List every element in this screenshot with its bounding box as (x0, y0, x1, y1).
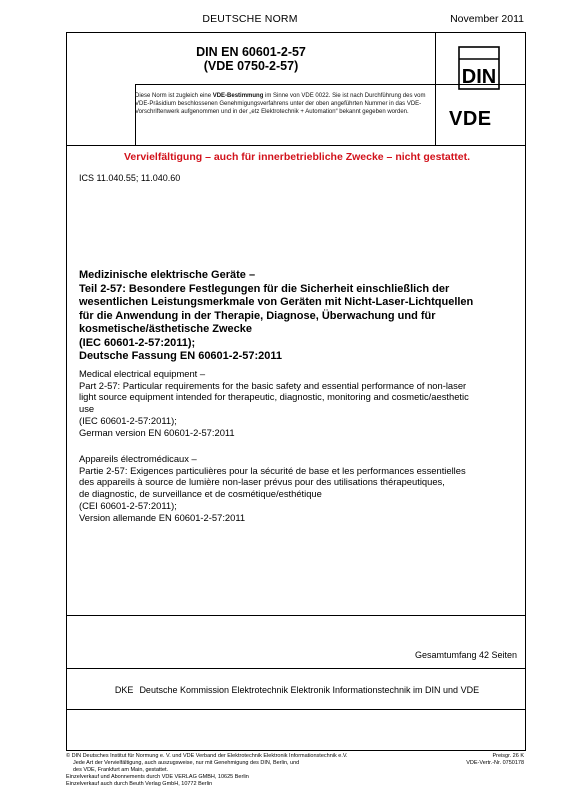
title-german-line: Teil 2-57: Besondere Festlegungen für die Sicherheit einschließlich der (79, 282, 450, 295)
title-german-line: (IEC 60601-2-57:2011); (79, 336, 196, 349)
header-bottom-divider (67, 145, 525, 146)
title-english (79, 368, 519, 438)
title-english-line: Part 2-57: Particular requirements for the basic safety and essential performance of non-laser (79, 379, 467, 391)
dke-line (67, 685, 527, 695)
reproduction-notice: Vervielfältigung – auch für innerbetriebliche Zwecke – nicht gestattet. (123, 151, 470, 163)
title-french-line: Appareils électromédicaux – (79, 453, 197, 464)
logo-column-divider (435, 33, 436, 145)
vde-notice-text: Diese Norm ist zugleich eine (135, 93, 213, 99)
din-logo-text: DIN (461, 66, 497, 88)
title-german-line: kosmetische/ästhetische Zwecke (79, 323, 253, 335)
document-number: DIN EN 60601-2-57 (196, 45, 306, 59)
title-french-line: des appareils à source de lumière non-laser prévus pour des utilisations thérapeutiques, (79, 476, 445, 488)
title-english-line: use (79, 403, 95, 415)
norm-label: DEUTSCHE NORM (202, 13, 298, 25)
vde-notice-text-end: im Sinne von VDE 0022. Sie ist nach Durchführung des vom VDE-Präsidium beschlossenen Genehmigungsverfahrens unter der oben angeführten Nummer in das VDE-Vorschriftenwerk aufgenommen und in der „etz Elektrotechnik + Automation“ bekannt gegeben worden. (135, 93, 426, 115)
footer-copyright (66, 753, 366, 788)
footer (66, 751, 526, 800)
title-french (79, 453, 519, 523)
top-bar (66, 8, 526, 32)
title-french-line: Partie 2-57: Exigences particulières pour la sécurité de base et les performances essentielles (79, 464, 466, 476)
document-frame (66, 32, 526, 751)
dke-bottom-divider (67, 709, 525, 710)
dke-full-name: Deutsche Kommission Elektrotechnik Elektronik Informationstechnik im DIN und VDE (139, 685, 480, 695)
title-german-line: für die Anwendung in der Therapie, Diagnose, Überwachung und für (79, 309, 436, 322)
vde-number: (VDE 0750-2-57) (203, 59, 299, 73)
title-french-line: (CEI 60601-2-57:2011); (79, 499, 177, 511)
price-group: Preisgr. 26 K (492, 753, 524, 759)
title-german-line: Medizinische elektrische Geräte – (79, 269, 256, 281)
din-logo (458, 46, 500, 90)
sales-line: Einzelverkauf und Abonnements durch VDE VERLAG GMBH, 10625 Berlin (66, 774, 249, 780)
sales-line: Einzelverkauf auch durch Beuth Verlag GmbH, 10772 Berlin (66, 781, 213, 787)
title-german-line: wesentlichen Leistungsmerkmale von Geräten mit Nicht-Laser-Lichtquellen (79, 296, 474, 308)
title-english-line: Medical electrical equipment – (79, 368, 206, 379)
copyright-line: © DIN Deutsches Institut für Normung e. V. und VDE Verband der Elektrotechnik Elektronik Informationstechnik e.V. (66, 753, 348, 759)
vde-order-number: VDE-Vertr.-Nr. 0750178 (466, 760, 524, 766)
copyright-line: des VDE, Frankfurt am Main, gestattet. (73, 767, 169, 773)
issue-date: November 2011 (450, 13, 524, 25)
title-english-line: light source equipment intended for therapeutic, diagnostic, monitoring and cosmetic/aesthetic (79, 391, 469, 403)
vde-notice-bold: VDE-Bestimmung (212, 93, 264, 99)
title-german-line: Deutsche Fassung EN 60601-2-57:2011 (79, 350, 282, 362)
dke-top-divider (67, 668, 525, 669)
vde-logo: VDE (449, 108, 492, 130)
dke-abbreviation: DKE (114, 685, 134, 695)
footer-pricing (466, 753, 524, 767)
total-pages: Gesamtumfang 42 Seiten (414, 650, 517, 660)
title-bottom-divider (67, 615, 525, 616)
title-french-line: de diagnostic, de surveillance et de cosmétique/esthétique (79, 488, 322, 500)
vde-notice (135, 93, 431, 116)
title-english-line: German version EN 60601-2-57:2011 (79, 426, 235, 438)
document-number-block (67, 45, 435, 73)
title-french-line: Version allemande EN 60601-2-57:2011 (79, 511, 246, 523)
copyright-line: Jede Art der Vervielfältigung, auch auszugsweise, nur mit Genehmigung des DIN, Berlin, und (73, 760, 300, 766)
ics-codes: ICS 11.040.55; 11.040.60 (79, 173, 181, 183)
title-german (79, 269, 519, 364)
title-english-line: (IEC 60601-2-57:2011); (79, 414, 177, 426)
